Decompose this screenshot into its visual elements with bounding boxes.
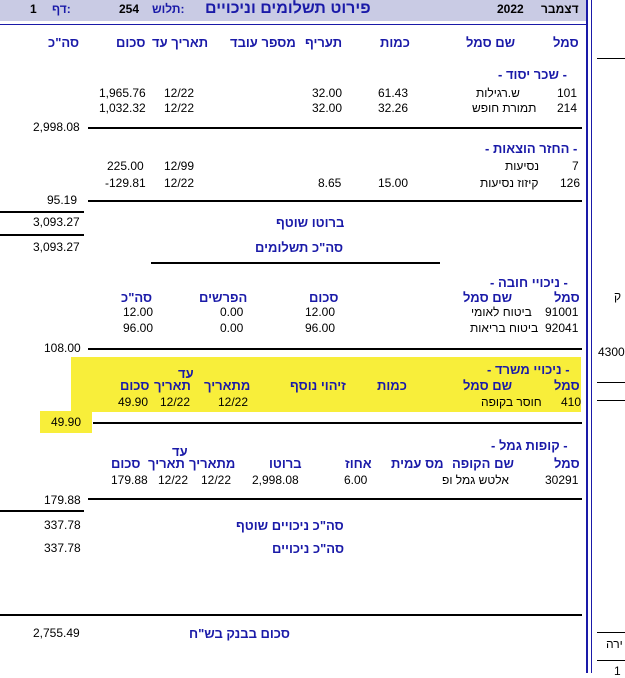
section-provident-title: - קופות גמל - — [491, 438, 568, 453]
prov-head-gross: ברוטו — [269, 456, 302, 471]
prov-head-name: שם הקופה — [452, 456, 514, 471]
payslip-number: 254 — [119, 2, 140, 16]
page-title: פירוט תשלומים וניכויים — [205, 0, 371, 17]
mand-amount-2: 96.00 — [305, 321, 336, 335]
frame-border-2 — [591, 0, 592, 673]
prov-amount-1: 179.88 — [111, 473, 148, 487]
col-head-name: שם סמל — [466, 35, 516, 50]
col-head-amount: סכום — [116, 35, 146, 50]
office-head-amount: סכום — [120, 378, 150, 393]
section-mandatory-title: - ניכויי חובה - — [490, 275, 568, 290]
basic-sym-1: 101 — [557, 86, 578, 100]
gross-value: 3,093.27 — [33, 215, 80, 229]
prov-from-1: 12/22 — [201, 473, 232, 487]
basic-sym-2: 214 — [557, 101, 578, 115]
mand-total-2: 96.00 — [123, 321, 154, 335]
basic-date-1: 12/22 — [164, 86, 195, 100]
provident-total-line — [88, 498, 582, 500]
side-line-3 — [597, 400, 625, 401]
net-value: 2,755.49 — [33, 626, 80, 640]
exp-name-2: קיזוז נסיעות — [480, 176, 539, 190]
mand-amount-1: 12.00 — [305, 305, 336, 319]
exp-rate-2: 8.65 — [318, 176, 342, 190]
month: דצמבר — [541, 2, 579, 16]
col-head-rate: תעריף — [305, 35, 343, 50]
mand-sym-1: 91001 — [545, 305, 579, 319]
basic-date-2: 12/22 — [164, 101, 195, 115]
prov-sym-1: 30291 — [545, 473, 579, 487]
prov-until-1: 12/22 — [158, 473, 189, 487]
payslip-label: תלוש: — [152, 2, 185, 16]
side-text-1: ק — [614, 289, 622, 303]
gross-label: ברוטו שוטף — [276, 215, 345, 230]
side-line-5 — [597, 660, 625, 661]
ded-total-label: סה"כ ניכויים — [272, 541, 345, 556]
basic-total-line — [88, 127, 582, 129]
mand-head-diff: הפרשים — [199, 290, 248, 305]
gross-bottom-line — [0, 234, 84, 236]
office-head-name: שם סמל — [463, 378, 513, 393]
prov-head-tax: מס עמית — [391, 456, 444, 471]
col-head-total: סה"כ — [48, 35, 80, 50]
exp-name-1: נסיעות — [505, 159, 540, 173]
prov-name-1: אלטש גמל ופ — [442, 473, 509, 487]
office-head-sym: סמל — [554, 378, 580, 393]
ded-top-line — [0, 510, 84, 512]
office-amount-1: 49.90 — [118, 395, 149, 409]
mand-head-name: שם סמל — [463, 290, 513, 305]
side-line-2 — [597, 382, 625, 383]
basic-name-2: תמורת חופש — [472, 101, 537, 115]
mand-diff-2: 0.00 — [220, 321, 244, 335]
gross-top-line — [0, 211, 84, 213]
col-head-until: תאריך עד — [152, 35, 209, 50]
exp-date-2: 12/22 — [164, 176, 195, 190]
expenses-total-line — [88, 200, 582, 202]
side-line-4 — [597, 632, 625, 633]
side-line-1 — [597, 58, 625, 59]
ded-total-value: 337.78 — [44, 541, 81, 555]
exp-sym-2: 126 — [560, 176, 581, 190]
office-head-from: מתאריך — [204, 378, 251, 393]
net-label: סכום בבנק בש"ח — [189, 626, 290, 641]
mand-head-amount: סכום — [309, 290, 339, 305]
office-head-extra: זיהוי נוסף — [290, 378, 346, 393]
mand-total-1: 12.00 — [123, 305, 154, 319]
office-from-1: 12/22 — [218, 395, 249, 409]
prov-head-amount: סכום — [111, 456, 141, 471]
mand-sym-2: 92041 — [545, 321, 579, 335]
side-text-4: 1 — [614, 664, 621, 678]
basic-total: 2,998.08 — [33, 120, 80, 134]
exp-date-1: 12/99 — [164, 159, 195, 173]
exp-amount-1: 225.00 — [107, 159, 144, 173]
side-text-2: 4300 — [598, 345, 625, 359]
mand-head-total: סה"כ — [121, 290, 153, 305]
provident-total: 179.88 — [44, 493, 81, 507]
office-until-1: 12/22 — [160, 395, 191, 409]
prov-pct-1: 6.00 — [344, 473, 368, 487]
prov-head-sym: סמל — [554, 456, 580, 471]
col-head-symbol: סמל — [553, 35, 579, 50]
net-top-line — [0, 614, 582, 616]
basic-name-1: ש.רגילות — [476, 86, 520, 100]
mandatory-total: 108.00 — [44, 341, 81, 355]
mandatory-total-line — [88, 348, 582, 350]
year: 2022 — [497, 2, 524, 16]
mand-name-1: ביטוח לאומי — [471, 305, 532, 319]
office-name-1: חוסר בקופה — [481, 395, 542, 409]
section-office-title: - ניכויי משרד - — [487, 362, 570, 377]
mand-name-2: ביטוח בריאות — [470, 321, 539, 335]
prov-gross-1: 2,998.08 — [252, 473, 299, 487]
office-total-line — [93, 422, 582, 424]
office-head-until-bottom: תאריך — [154, 378, 191, 393]
page-number: 1 — [30, 2, 37, 16]
header-underline — [0, 24, 586, 25]
total-payments-value: 3,093.27 — [33, 240, 80, 254]
prov-head-until-top: עד — [172, 444, 188, 459]
office-head-until-top: עד — [178, 366, 194, 381]
prov-head-until-bottom: תאריך — [148, 456, 185, 471]
office-total: 49.90 — [51, 415, 82, 429]
ded-current-value: 337.78 — [44, 518, 81, 532]
basic-amount-2: 1,032.32 — [99, 101, 146, 115]
total-payments-label: סה"כ תשלומים — [255, 240, 344, 255]
prov-head-from: מתאריך — [189, 456, 236, 471]
side-text-3: ירה — [606, 637, 623, 651]
payments-divider — [151, 262, 440, 264]
col-head-qty: כמות — [380, 35, 410, 50]
expenses-total: 95.19 — [47, 193, 78, 207]
page-label: דף: — [52, 2, 71, 16]
office-head-qty: כמות — [377, 378, 407, 393]
basic-qty-2: 32.26 — [378, 101, 409, 115]
mand-diff-1: 0.00 — [220, 305, 244, 319]
prov-head-pct: אחוז — [345, 456, 372, 471]
exp-sym-1: 7 — [572, 159, 579, 173]
exp-amount-2: -129.81 — [105, 176, 146, 190]
col-head-worker: מספר עובד — [230, 35, 296, 50]
basic-rate-1: 32.00 — [312, 86, 343, 100]
section-basic-title: - שכר יסוד - — [498, 67, 567, 82]
ded-current-label: סה"כ ניכויים שוטף — [236, 518, 344, 533]
basic-amount-1: 1,965.76 — [99, 86, 146, 100]
mand-head-sym: סמל — [554, 290, 580, 305]
basic-rate-2: 32.00 — [312, 101, 343, 115]
frame-border — [586, 0, 588, 673]
basic-qty-1: 61.43 — [378, 86, 409, 100]
section-expenses-title: - החזר הוצאות - — [485, 141, 578, 156]
office-sym-1: 410 — [561, 395, 582, 409]
exp-qty-2: 15.00 — [378, 176, 409, 190]
